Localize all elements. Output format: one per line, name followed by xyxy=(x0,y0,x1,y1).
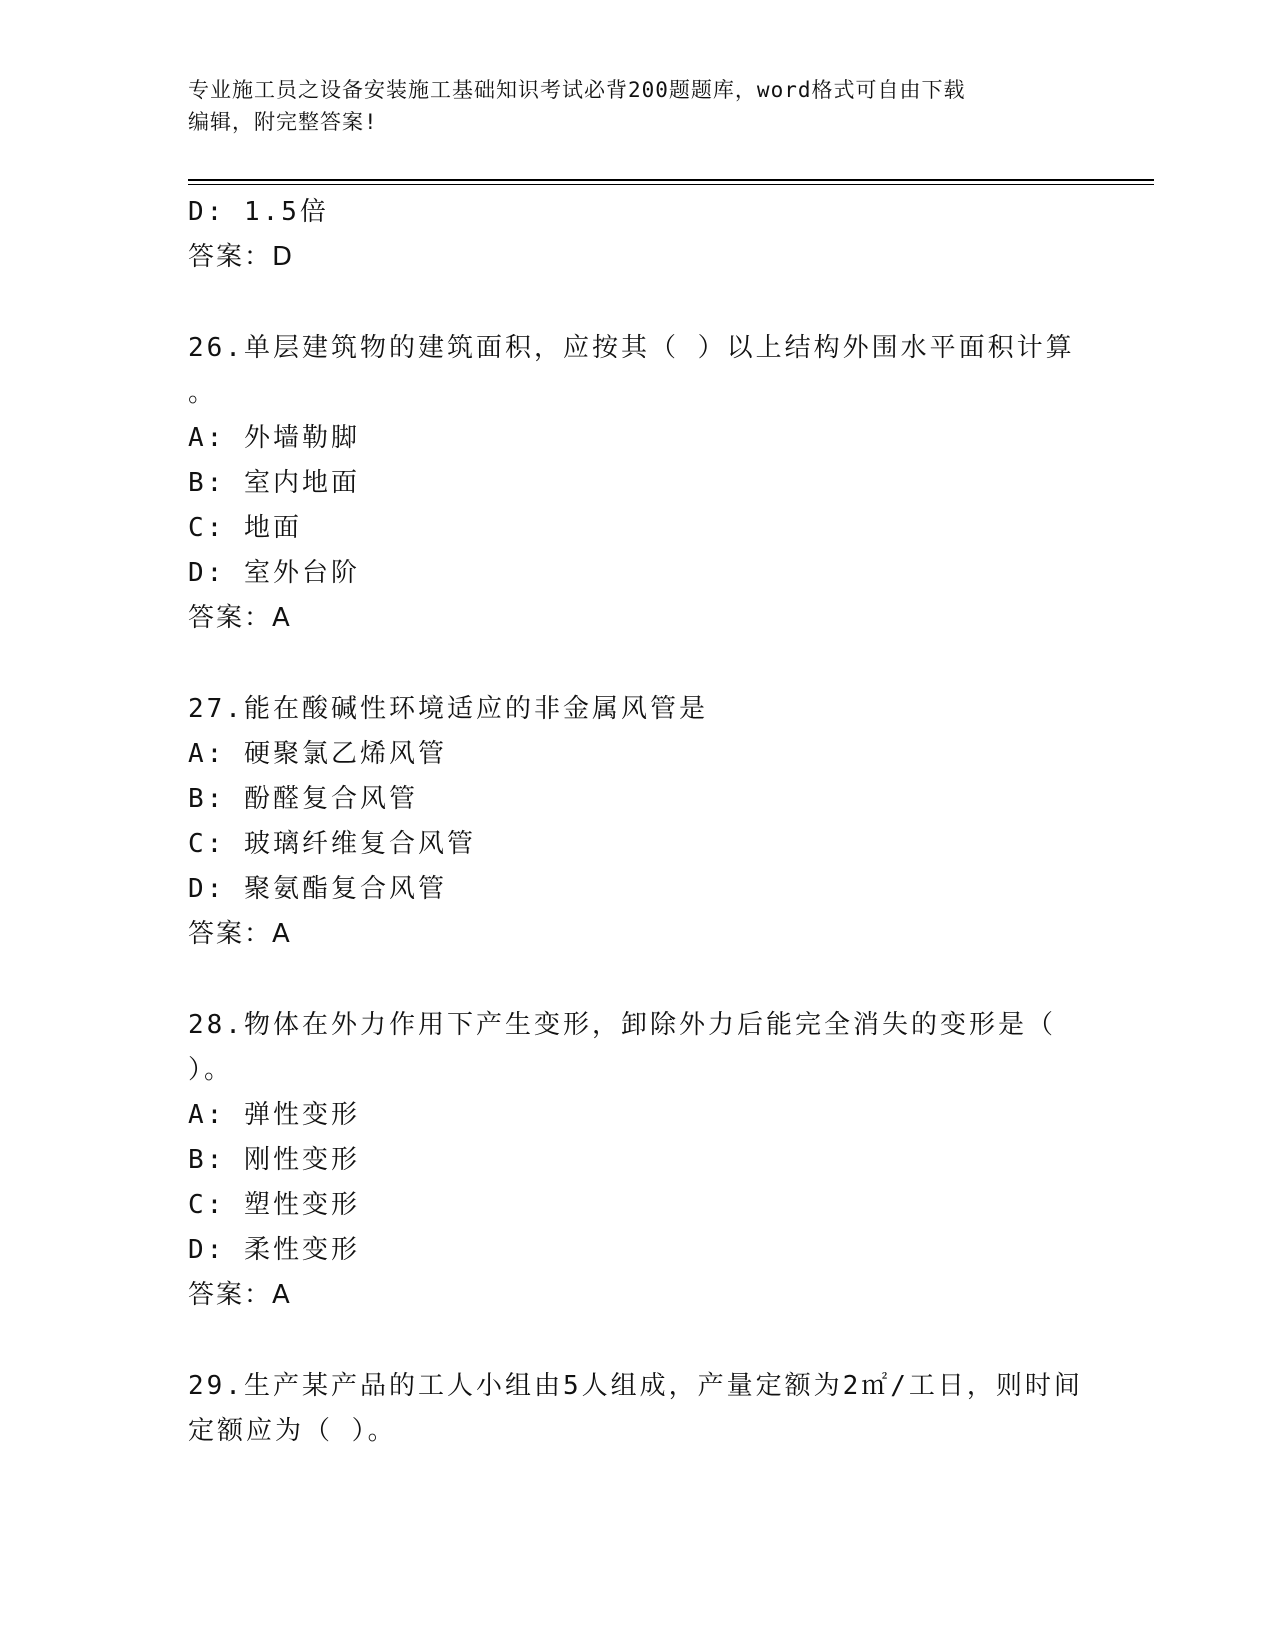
header-divider-thick xyxy=(188,179,1154,181)
option-d: D: 1.5倍 xyxy=(188,197,329,227)
question-29 xyxy=(188,1364,1088,1454)
option-d: D: 柔性变形 xyxy=(188,1235,360,1265)
question-text: 26.单层建筑物的建筑面积，应按其（ ）以上结构外围水平面积计算 xyxy=(188,333,1075,363)
question-text: 28.物体在外力作用下产生变形，卸除外力后能完全消失的变形是（ xyxy=(188,1010,1056,1040)
option-c: C: 塑性变形 xyxy=(188,1190,360,1220)
question-text: 29.生产某产品的工人小组由5人组成，产量定额为2㎡/工日，则时间 xyxy=(188,1371,1083,1401)
option-d: D: 聚氨酯复合风管 xyxy=(188,874,447,904)
question-text-cont: 。 xyxy=(188,378,218,408)
header-line-2: 编辑，附完整答案! xyxy=(188,110,378,134)
question-list xyxy=(188,190,1088,1454)
document-header xyxy=(188,74,1068,138)
option-a: A: 外墙勒脚 xyxy=(188,423,360,453)
answer: 答案：A xyxy=(188,919,292,949)
header-line-1: 专业施工员之设备安装施工基础知识考试必背200题题库，word格式可自由下载 xyxy=(188,78,966,102)
question-25-tail xyxy=(188,190,1088,280)
option-d: D: 室外台阶 xyxy=(188,558,360,588)
question-text: 27.能在酸碱性环境适应的非金属风管是 xyxy=(188,694,708,724)
question-28 xyxy=(188,1003,1088,1318)
question-text-cont: ）。 xyxy=(188,1055,234,1085)
question-27 xyxy=(188,687,1088,957)
question-26 xyxy=(188,326,1088,641)
option-b: B: 酚醛复合风管 xyxy=(188,784,418,814)
answer: 答案：D xyxy=(188,242,295,272)
option-a: A: 弹性变形 xyxy=(188,1100,360,1130)
option-a: A: 硬聚氯乙烯风管 xyxy=(188,739,447,769)
option-b: B: 室内地面 xyxy=(188,468,360,498)
answer: 答案：A xyxy=(188,603,292,633)
option-c: C: 地面 xyxy=(188,513,302,543)
answer: 答案：A xyxy=(188,1280,292,1310)
question-text-cont: 定额应为（ ）。 xyxy=(188,1416,397,1446)
option-b: B: 刚性变形 xyxy=(188,1145,360,1175)
option-c: C: 玻璃纤维复合风管 xyxy=(188,829,476,859)
header-divider-thin xyxy=(188,184,1154,185)
